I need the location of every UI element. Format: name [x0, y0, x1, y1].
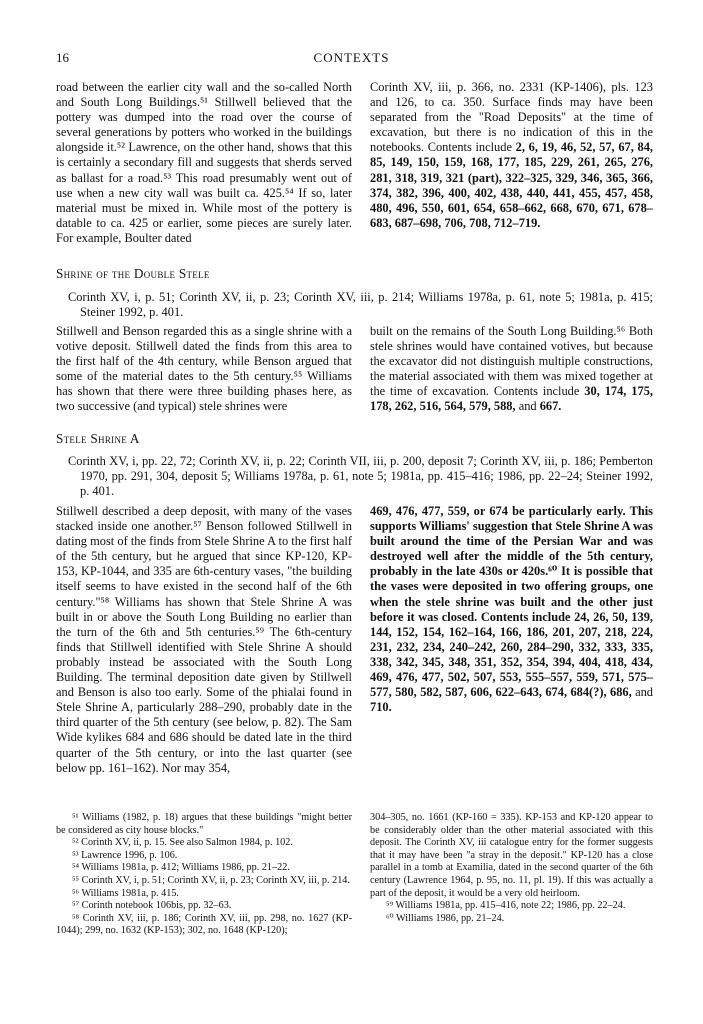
section1-right-items: 30, 174, 175, 178, 262, 516, 564, 579, 588, — [370, 384, 653, 414]
section2-citation-text: Corinth XV, i, pp. 22, 72; Corinth XV, ii, p. 22; Corinth VII, iii, p. 200, deposit 7; Corinth XV, iii, p. 186; Pemberton 1970, pp. 291, 304, deposit 5; Williams 1978a, p. 61, note 5; 1981a, pp. 415–416; 1986, pp. 22–24; Steiner 1992, p. 401. — [68, 454, 653, 499]
section1-right-text: built on the remains of the South Long Building.⁵⁶ Both stele shrines would have contained votives, but because the excavator did not distinguish multiple constructions, the material associated with them was mixed together at the time of excavation. Contents include — [370, 324, 653, 399]
footnote-60: ⁶⁰ Williams 1986, pp. 21–24. — [386, 912, 505, 924]
section2-left-column — [56, 504, 352, 776]
section1-right-last: 667. — [539, 399, 562, 414]
footnote-56: ⁵⁶ Williams 1981a, p. 415. — [72, 887, 179, 899]
section2-right-text: 469, 476, 477, 559, or 674 be particularly early. This supports Williams' suggestion that Stele Shrine A was built around the time of the Persian War and was destroyed well after the middle of the 5th century, probably in the late 430s or 420s.⁶⁰ It is possible that the vases were deposited in two offering groups, one when the stele shrine was built and the other just before it was closed. Contents include — [370, 504, 653, 624]
section2-left-paragraph: Stillwell described a deep deposit, with many of the vases stacked inside one another.⁵⁷ Benson followed Stillwell in dating most of the finds from Stele Shrine A to the first half of the 5th century, but he argued that since KP-120, KP-153, KP-1044, and 335 are 6th-century vases, "the building itself seems to have existed in the second half of the 6th century."⁵⁸ Williams has shown that Stele Shrine A was built in or above the South Long Building no earlier than the turn of the 6th and 5th centuries.⁵⁹ The 6th-century finds that Stillwell identified with Stele Shrine A should probably instead be associated with the South Long Building. The terminal deposition date given by Stillwell and Benson is also too early. Some of the phialai found in Stele Shrine A, particularly 288–290, probably date in the third quarter of the 5th century (see below, p. 82). The Sam Wide kylikes 684 and 686 should be dated late in the third quarter of the 5th century, or into the last quarter (see below pp. 161–162). Nor may 354, — [56, 504, 352, 775]
footnote-54: ⁵⁴ Williams 1981a, p. 412; Williams 1986, pp. 21–22. — [72, 862, 290, 874]
footnote-51: ⁵¹ Williams (1982, p. 18) argues that these buildings "might better be considered as city house blocks." — [56, 812, 352, 836]
intro-right-column — [370, 80, 653, 231]
footnote-57: ⁵⁷ Corinth notebook 106bis, pp. 32–63. — [72, 900, 232, 912]
footnote-58: ⁵⁸ Corinth XV, iii, p. 186; Corinth XV, iii, pp. 298, no. 1627 (KP-1044); 299, no. 1632 (KP-153); 302, no. 1648 (KP-120); — [56, 912, 352, 937]
footnote-53: ⁵³ Lawrence 1996, p. 106. — [72, 849, 178, 861]
footnotes-left — [56, 812, 352, 938]
section2-right-last: 710. — [370, 700, 392, 715]
footnote-52: ⁵² Corinth XV, ii, p. 15. See also Salmon 1984, p. 102. — [72, 837, 293, 849]
section1-citation — [68, 290, 653, 320]
section2-right-and: and — [635, 685, 653, 700]
section2-right-column — [370, 504, 653, 715]
footnote-58-continued: 304–305, no. 1661 (KP-160 = 335). KP-153 and KP-120 appear to be considerably older than the other material associated with this deposit. The Corinth XV, iii catalogue entry for the former suggests that it may have been "a stray in the deposit." KP-120 has a close parallel in a tomb at Examilia, dated in the second quarter of the 6th century (Lawrence 1964, p. 95, no. 11, pl. 19). If this was actually a part of the deposit, it would be a very old heirloom. — [370, 812, 653, 899]
section1-left-paragraph: Stillwell and Benson regarded this as a single shrine with a votive deposit. Stillwell dated the finds from this area to the first half of the 4th century, while Benson argued that some of the material dates to the 5th century.⁵⁵ Williams has shown that there were three building phases here, as two successive (and typical) stele shrines were — [56, 324, 352, 414]
section1-right-and: and — [518, 399, 537, 414]
section1-left-column — [56, 324, 352, 415]
running-title: CONTEXTS — [313, 50, 390, 65]
intro-left-paragraph: road between the earlier city wall and the so-called North and South Long Buildings.⁵¹ Stillwell believed that the pottery was dumped into the road over the course of several generations by potters who worked in the buildings alongside it.⁵² Lawrence, on the other hand, shows that this is certainly a secondary fill and suggests that sherds served as ballast for a road.⁵³ This road presumably went out of use when a new city wall was built ca. 425.⁵⁴ If so, later material must be mixed in. While most of the pottery is datable to ca. 425 or earlier, some pieces are surely later. For example, Boulter dated — [56, 80, 352, 245]
section2-citation — [68, 454, 653, 499]
section-heading-stele-shrine-a: Stele Shrine A — [56, 431, 140, 446]
section2-right-paragraph — [370, 504, 653, 715]
section-heading-double-stele: Shrine of the Double Stele — [56, 266, 210, 281]
section2-right-items: 24, 26, 50, 139, 144, 152, 154, 162–164, 166, 186, 201, 207, 218, 224, 231, 232, 234, 240–242, 260, 284–290, 332, 333, 335, 338, 342, 345, 348, 351, 352, 354, 394, 404, 418, 434, 469, 476, 477, 502, 507, 553, 555–557, 559, 571, 575–577, 580, 582, 587, 606, 622–643, 674, 684(?), 686, — [370, 609, 653, 700]
page-number: 16 — [56, 50, 69, 65]
footnote-55: ⁵⁵ Corinth XV, i, p. 51; Corinth XV, ii, p. 23; Corinth XV, iii, p. 214. — [72, 874, 350, 886]
intro-right-text: Corinth XV, iii, p. 366, no. 2331 (KP-1406), pls. 123 and 126, to ca. 350. Surface finds may have been separated from the "Road Deposits" at the time of excavation, but there is no indication of this in the notebooks. Contents include — [370, 80, 653, 155]
footnote-59: ⁵⁹ Williams 1981a, pp. 415–416, note 22; 1986, pp. 22–24. — [386, 900, 626, 912]
section1-right-paragraph — [370, 324, 653, 415]
footnotes-right — [370, 812, 653, 925]
intro-right-paragraph — [370, 80, 653, 231]
section1-citation-text: Corinth XV, i, p. 51; Corinth XV, ii, p. 23; Corinth XV, iii, p. 214; Williams 1978a, p. 61, note 5; 1981a, p. 415; Steiner 1992, p. 401. — [68, 290, 653, 320]
section1-right-column — [370, 324, 653, 415]
intro-left-column — [56, 80, 352, 246]
intro-right-items: 2, 6, 19, 46, 52, 57, 67, 84, 85, 149, 150, 159, 168, 177, 185, 229, 261, 265, 276, 281, 318, 319, 321 (part), 322–325, 329, 346, 365, 366, 374, 382, 396, 400, 402, 438, 440, 441, 455, 457, 458, 480, 496, 550, 601, 654, 658–662, 668, 670, 671, 678–683, 687–698, 706, 708, 712–719. — [370, 140, 654, 230]
